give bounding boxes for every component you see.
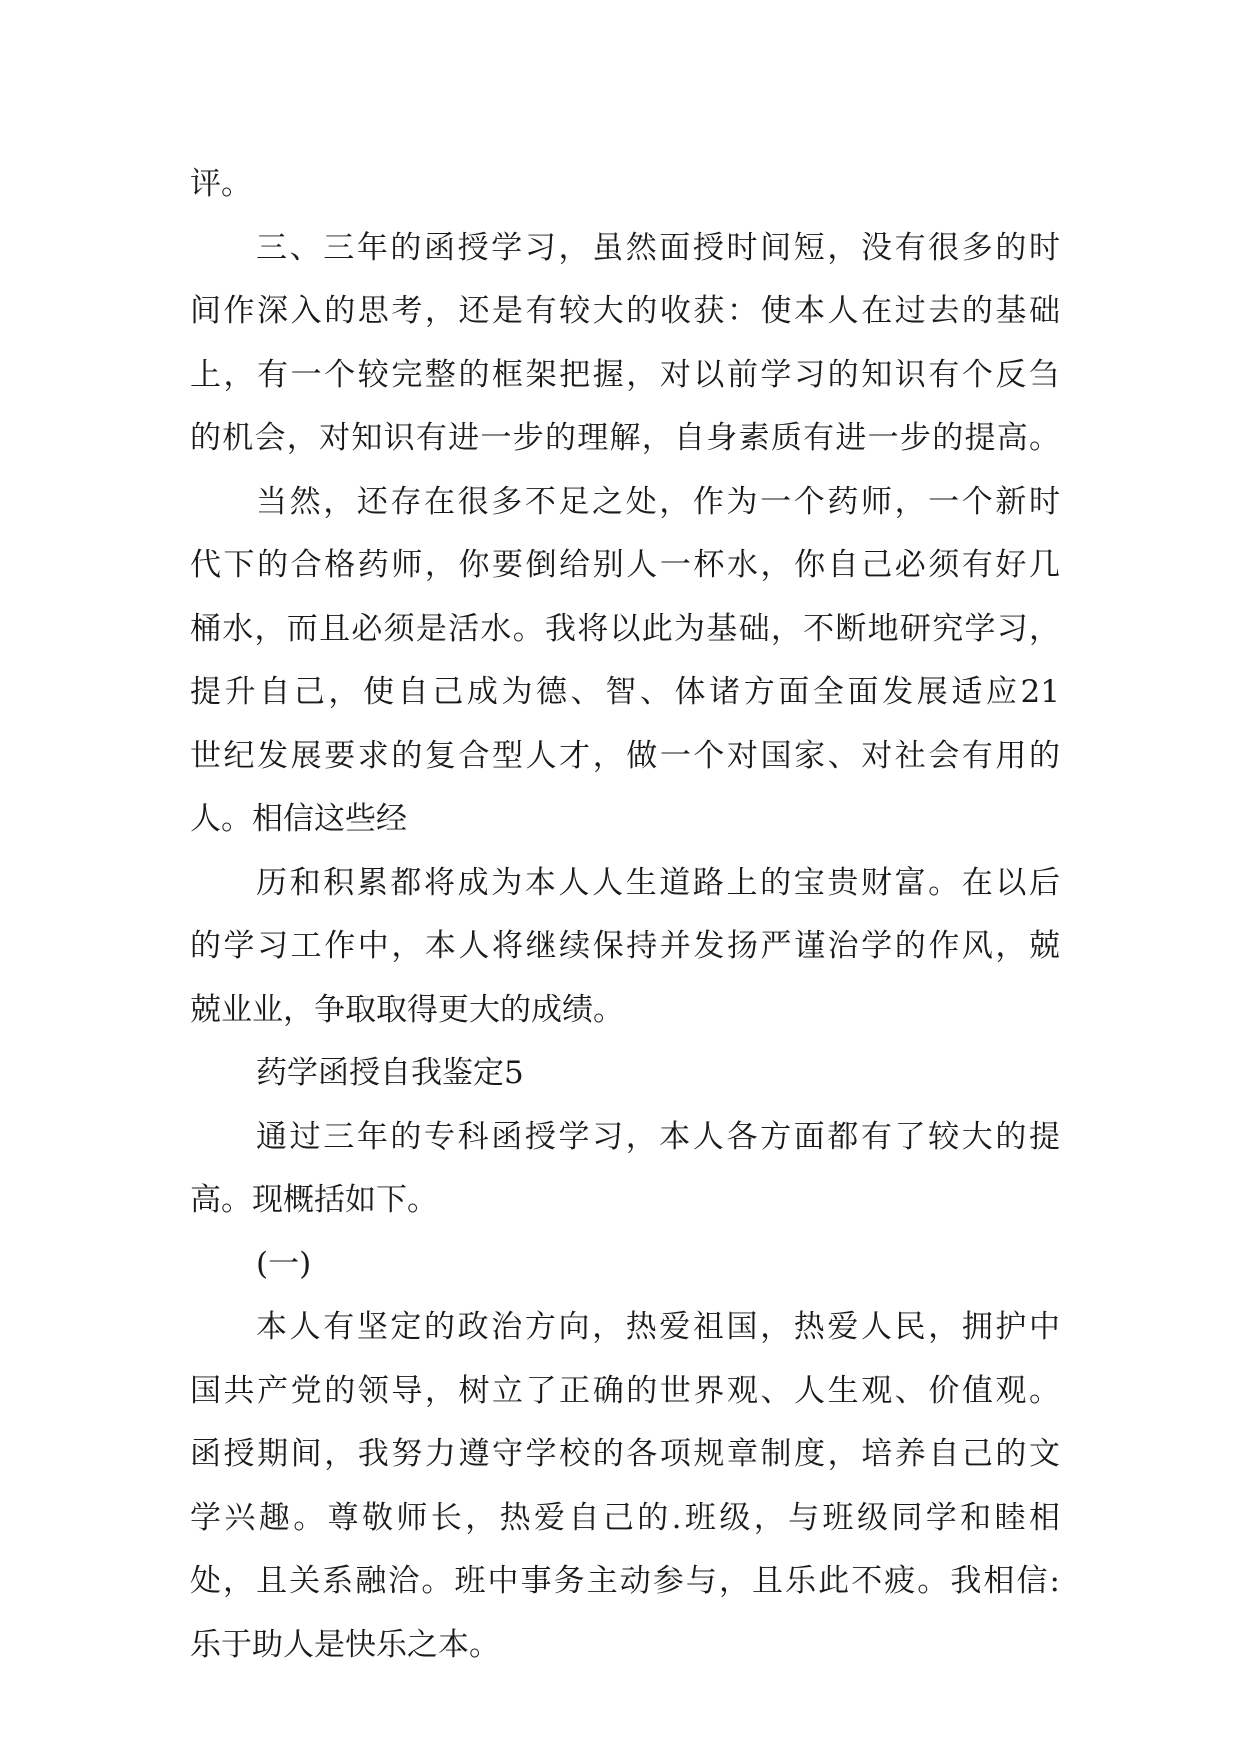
text-line: 代下的合格药师，你要倒给别人一杯水，你自己必须有好几 [190, 547, 1060, 583]
text-line: 评。 [190, 166, 252, 202]
text-line: 兢业业，争取取得更大的成绩。 [190, 991, 624, 1028]
text-line: 三、三年的函授学习，虽然面授时间短，没有很多的时 [256, 229, 1060, 266]
text-line: 国共产党的领导，树立了正确的世界观、人生观、价值观。 [190, 1372, 1060, 1409]
text-line: 历和积累都将成为本人人生道路上的宝贵财富。在以后 [256, 864, 1060, 901]
text-line: 的学习工作中，本人将继续保持并发扬严谨治学的作风，兢 [190, 928, 1060, 964]
text-line: 当然，还存在很多不足之处，作为一个药师，一个新时 [256, 483, 1060, 520]
text-line: 乐于助人是快乐之本。 [190, 1626, 500, 1663]
text-line: 函授期间，我努力遵守学校的各项规章制度，培养自己的文 [190, 1436, 1060, 1472]
document-body [190, 153, 1060, 1677]
text-line: 提升自己，使自己成为德、智、体诸方面全面发展适应21 [190, 674, 1060, 710]
text-line: 本人有坚定的政治方向，热爱祖国，热爱人民，拥护中 [256, 1309, 1060, 1345]
text-line: 药学函授自我鉴定5 [256, 1055, 524, 1091]
text-line: 的机会，对知识有进一步的理解，自身素质有进一步的提高。 [190, 420, 1060, 456]
text-line: 通过三年的专科函授学习，本人各方面都有了较大的提 [256, 1118, 1060, 1155]
text-line: 学兴趣。尊敬师长，热爱自己的.班级，与班级同学和睦相 [190, 1499, 1060, 1536]
text-line: 上，有一个较完整的框架把握，对以前学习的知识有个反刍 [190, 356, 1060, 393]
text-line: 桶水，而且必须是活水。我将以此为基础，不断地研究学习， [190, 610, 1060, 647]
text-line: 间作深入的思考，还是有较大的收获：使本人在过去的基础 [190, 293, 1060, 329]
text-line: 处，且关系融洽。班中事务主动参与，且乐此不疲。我相信: [190, 1563, 1060, 1599]
text-line: 人。相信这些经 [190, 801, 407, 837]
text-line: 世纪发展要求的复合型人才，做一个对国家、对社会有用的 [190, 737, 1060, 774]
text-line: 高。现概括如下。 [190, 1182, 438, 1218]
text-line: (一) [256, 1245, 312, 1282]
